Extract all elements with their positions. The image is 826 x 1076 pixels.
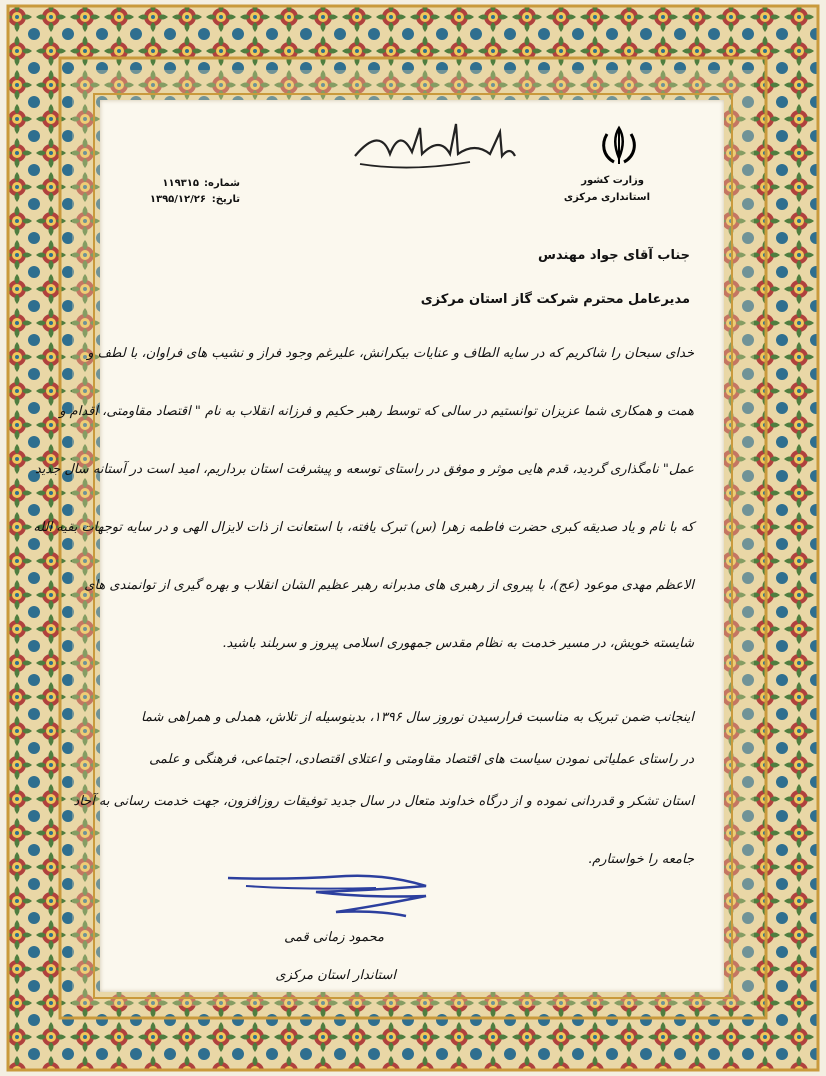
basmala-calligraphy [350, 116, 520, 176]
closing-line-1: اینجانب ضمن تبریک به مناسبت فرارسیدن نوروز سال ۱۳۹۶، بدینوسیله از تلاش، همدلی و همراهی شما [141, 710, 694, 725]
closing-line-3: استان تشکر و قدردانی نموده و از درگاه خداوند متعال در سال جدید توفیقات روزافزون، جهت خدمت رسانی به آحاد [73, 794, 694, 809]
letter-number-label: شماره: [204, 178, 240, 189]
letter-date-label: تاریخ: [211, 194, 240, 205]
signatory-title: استاندار استان مرکزی [275, 968, 396, 983]
closing-line-4: جامعه را خواستارم. [588, 852, 694, 867]
letter-date-value: ۱۳۹۵/۱۲/۲۶ [149, 194, 206, 205]
iran-emblem-icon [598, 124, 640, 168]
basmala-text: بسم الله الرحمن الرحیم [435, 174, 446, 175]
signatory-name: محمود زمانی قمی [284, 930, 384, 945]
body-line-4: که با نام و یاد صدیقه کبری حضرت فاطمه زهرا (س) تبرک یافته، با استعانت از ذات لایزال الهی و در سایه توجهات بقیه الله [33, 520, 694, 535]
ministry-name: وزارت کشور [581, 175, 644, 186]
body-line-5: الاعظم مهدی موعود (عج)، با پیروی از رهبری های مدبرانه رهبر عظیم الشان انقلاب و بهره گیری از توانمندی های [84, 578, 694, 593]
body-line-6: شایسته خویش، در مسیر خدمت به نظام مقدس جمهوری اسلامی پیروز و سربلند باشید. [222, 636, 694, 651]
addressee-title: مدیرعامل محترم شرکت گاز استان مرکزی [420, 292, 690, 307]
body-line-1: خدای سبحان را شاکریم که در سایه الطاف و عنایات بیکرانش، علیرغم وجود فراز و نشیب های فراوان، با لطف و [87, 346, 694, 361]
signature-scribble [226, 866, 436, 926]
body-line-3: عمل" نامگذاری گردید، قدم هایی موثر و موفق در راستای توسعه و پیشرفت استان برداریم، امید است در آستانه سال جدید [34, 462, 694, 477]
body-line-2: همت و همکاری شما عزیزان توانستیم در سالی که توسط رهبر حکیم و فرزانه انقلاب به نام " اقتصاد مقاومتی، اقدام و [59, 404, 694, 419]
addressee-name: جناب آقای جواد مهندس [538, 248, 690, 263]
office-name: استانداری مرکزی [563, 192, 650, 203]
letter-number-value: ۱۱۹۳۱۵ [162, 178, 199, 189]
closing-line-2: در راستای عملیاتی نمودن سیاست های اقتصاد مقاومتی و اعتلای اقتصادی، اجتماعی، فرهنگی و علمی [149, 752, 694, 767]
